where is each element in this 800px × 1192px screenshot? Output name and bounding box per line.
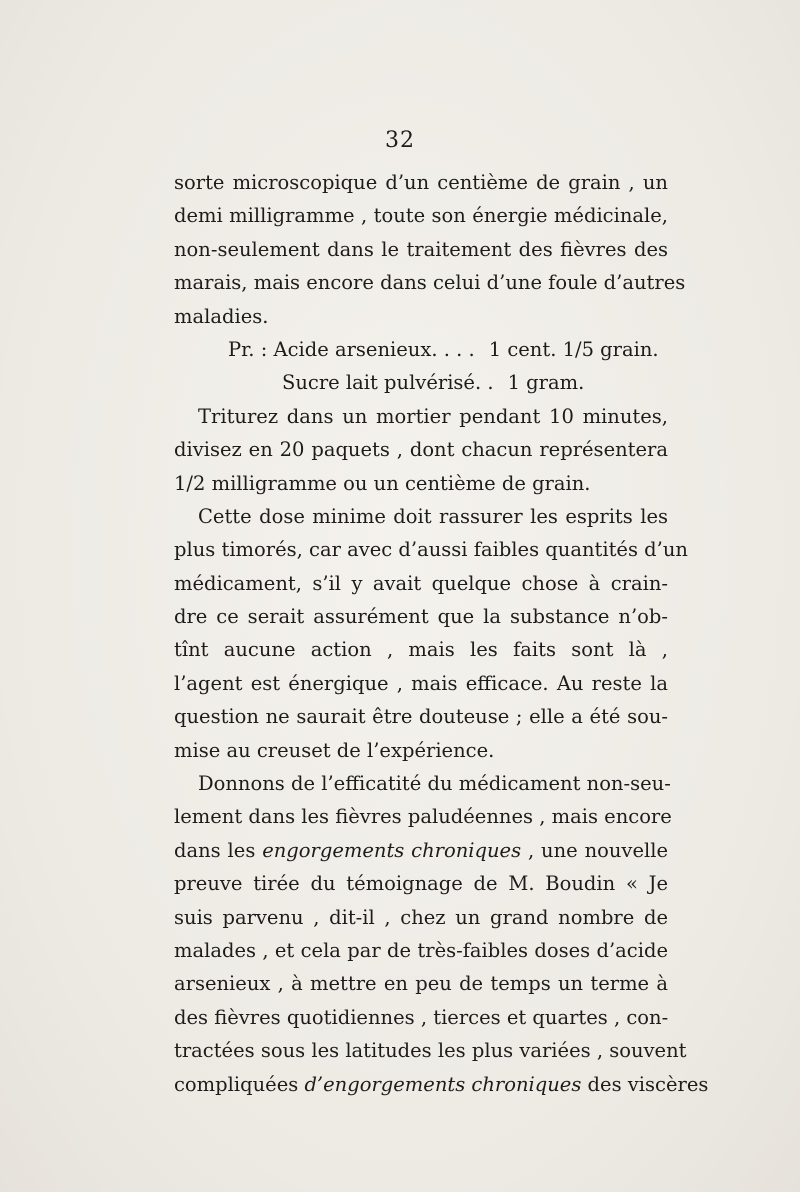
text-line: marais, mais encore dans celui d’une foule d’autres: [174, 271, 686, 295]
text-line: question ne saurait être douteuse ; elle a été sou-: [174, 705, 668, 729]
text-line: arsenieux , à mettre en peu de temps un terme à: [174, 972, 668, 996]
italic-run: engorgements chroniques: [262, 838, 522, 862]
text-line: tractées sous les latitudes les plus variées , souvent: [174, 1039, 687, 1063]
text-line: non-seulement dans le traitement des fièvres des: [174, 237, 668, 261]
prescription-line-1: [174, 333, 668, 366]
text-line: lement dans les fièvres paludéennes , mais encore: [174, 805, 672, 829]
text-line: suis parvenu , dit-il , chez un grand nombre de: [174, 905, 668, 929]
text-line: Triturez dans un mortier pendant 10 minutes,: [198, 404, 668, 428]
text-run: compliquées: [174, 1072, 305, 1096]
text-line: Cette dose minime doit rassurer les esprits les: [198, 504, 668, 528]
prescription-item: Acide arsenieux. . . .: [273, 337, 475, 361]
text-line: médicament, s’il y avait quelque chose à crain-: [174, 571, 668, 595]
body-text: [174, 166, 709, 1101]
text-line: l’agent est énergique , mais efficace. Au reste la: [174, 671, 668, 695]
prescription-prefix: Pr. :: [228, 337, 268, 361]
text-line: demi milligramme , toute son énergie médicinale,: [174, 204, 668, 228]
prescription-item: Sucre lait pulvérisé. .: [282, 371, 494, 395]
text-line: preuve tirée du témoignage de M. Boudin « Je: [174, 872, 668, 896]
text-line: sorte microscopique d’un centième de grain , un: [174, 171, 668, 194]
text-line: maladies.: [174, 304, 269, 328]
text-line: mise au creuset de l’expérience.: [174, 738, 495, 762]
text-run: , une nouvelle: [521, 838, 668, 862]
prescription-line-2: [174, 366, 668, 399]
text-line: plus timorés, car avec d’aussi faibles quantités d’un: [174, 538, 688, 562]
prescription-dose: 1 gram.: [507, 371, 585, 395]
text-line: 1/2 milligramme ou un centième de grain.: [174, 471, 591, 495]
text-line: [174, 1068, 709, 1101]
italic-run: d’engorgements chroniques: [304, 1072, 582, 1096]
text-run: des viscères: [581, 1072, 709, 1096]
text-line: tînt aucune action , mais les faits sont là ,: [174, 638, 668, 662]
text-line: dre ce serait assurément que la substance n’ob-: [174, 605, 668, 629]
page-number: 32: [385, 128, 415, 153]
text-line: divisez en 20 paquets , dont chacun représentera: [174, 438, 668, 462]
text-run: dans les: [174, 838, 263, 862]
prescription-dose: 1 cent. 1/5 grain.: [488, 337, 659, 361]
text-line: [174, 834, 668, 867]
text-line: des fièvres quotidiennes , tierces et quartes , con-: [174, 1005, 669, 1029]
text-line: Donnons de l’efficatité du médicament non-seu-: [198, 772, 671, 796]
text-line: malades , et cela par de très-faibles doses d’acide: [174, 938, 668, 962]
